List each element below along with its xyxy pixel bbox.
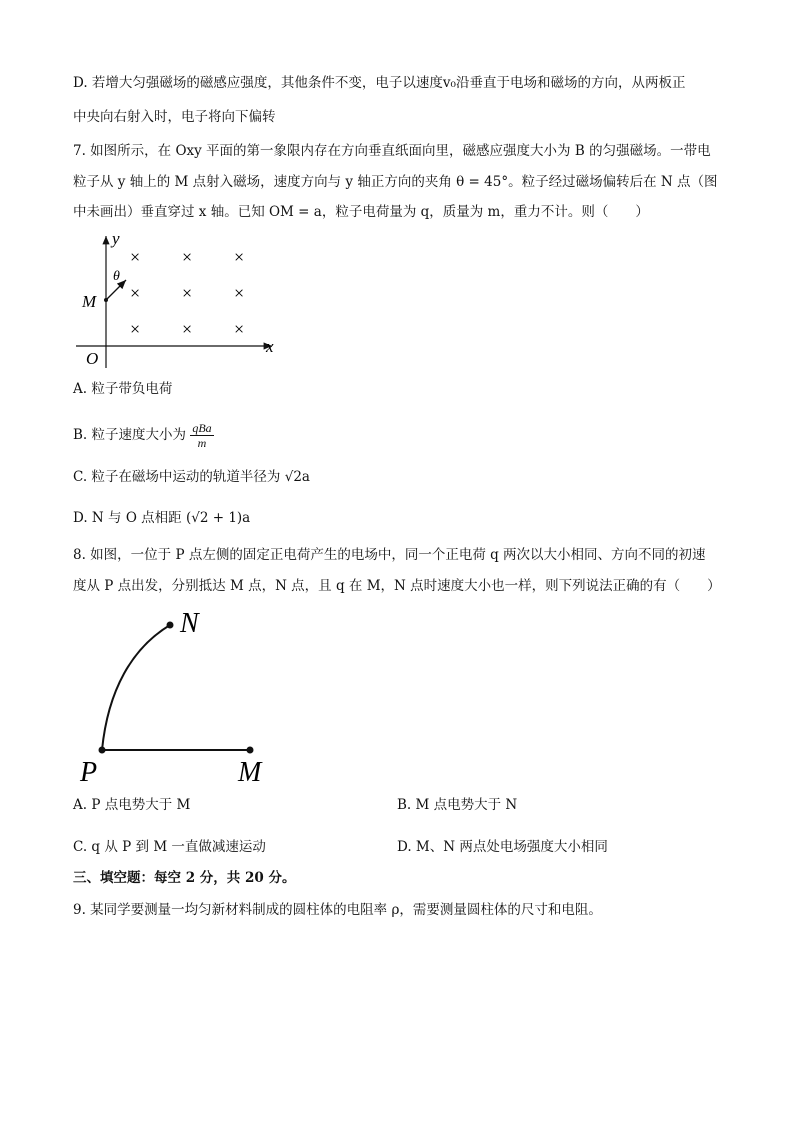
q7-stem-line1: 7. 如图所示，在 Oxy 平面的第一象限内存在方向垂直纸面向里，磁感应强度大小为 B 的匀强磁场。一带电 — [73, 143, 711, 159]
point-n-label: N — [180, 608, 199, 639]
field-mark: × — [234, 319, 245, 339]
q8-option-c: C. q 从 P 到 M 一直做减速运动 — [73, 839, 266, 855]
q7-stem-line2: 粒子从 y 轴上的 M 点射入磁场，速度方向与 y 轴正方向的夹角 θ = 45°。粒子经过磁场偏转后在 N 点（图 — [73, 174, 718, 190]
q7-option-a: A. 粒子带负电荷 — [73, 381, 173, 397]
q7-option-d: D. N 与 O 点相距 (√2 + 1)a — [73, 510, 251, 526]
q7-magnetic-field-diagram — [72, 228, 292, 373]
q7-option-b-text: B. 粒子速度大小为 — [73, 427, 187, 443]
field-mark: × — [234, 247, 245, 267]
q6-option-d-line1: D. 若增大匀强磁场的磁感应强度，其他条件不变，电子以速度v₀沿垂直于电场和磁场的方向，从两板正 — [73, 75, 686, 91]
q7-option-b — [73, 418, 214, 452]
q8-option-a: A. P 点电势大于 M — [73, 797, 191, 813]
field-mark: × — [130, 319, 141, 339]
theta-label: θ — [113, 269, 120, 284]
point-p-label: P — [80, 757, 98, 788]
field-mark: × — [130, 247, 141, 267]
x-axis-label: x — [266, 337, 274, 356]
origin-label: O — [86, 349, 99, 368]
q8-option-d: D. M、N 两点处电场强度大小相同 — [397, 839, 608, 855]
q7-stem-line3: 中未画出）垂直穿过 x 轴。已知 OM = a，粒子电荷量为 q，质量为 m，重力不计。则（ ） — [73, 204, 649, 220]
point-m-label: M — [82, 292, 97, 311]
path-p-to-n — [102, 625, 170, 750]
point-n-dot — [167, 622, 174, 629]
section-3-heading: 三、填空题：每空 2 分，共 20 分。 — [73, 870, 296, 886]
q8-electric-field-diagram — [72, 600, 292, 790]
y-axis-label: y — [112, 229, 120, 248]
point-m-dot — [247, 747, 254, 754]
field-mark: × — [182, 319, 193, 339]
q7-option-b-fraction — [190, 421, 213, 450]
point-m-label: M — [238, 757, 262, 788]
field-mark: × — [182, 247, 193, 267]
q8-stem-line2: 度从 P 点出发，分别抵达 M 点，N 点，且 q 在 M，N 点时速度大小也一样，则下列说法正确的有（ ） — [73, 578, 721, 594]
q8-stem-line1: 8. 如图，一位于 P 点左侧的固定正电荷产生的电场中，同一个正电荷 q 两次以大小相同、方向不同的初速 — [73, 547, 706, 563]
point-p-dot — [99, 747, 106, 754]
field-mark: × — [130, 283, 141, 303]
q6-option-d-line2: 中央向右射入时，电子将向下偏转 — [73, 109, 276, 125]
q7-option-c: C. 粒子在磁场中运动的轨道半径为 √2a — [73, 469, 310, 485]
q9-stem-line1: 9. 某同学要测量一均匀新材料制成的圆柱体的电阻率 ρ，需要测量圆柱体的尺寸和电阻。 — [73, 902, 602, 918]
fraction-denominator: m — [197, 436, 207, 450]
field-mark: × — [234, 283, 245, 303]
field-mark: × — [182, 283, 193, 303]
q8-option-b: B. M 点电势大于 N — [397, 797, 518, 813]
fraction-numerator: qBa — [192, 421, 212, 435]
